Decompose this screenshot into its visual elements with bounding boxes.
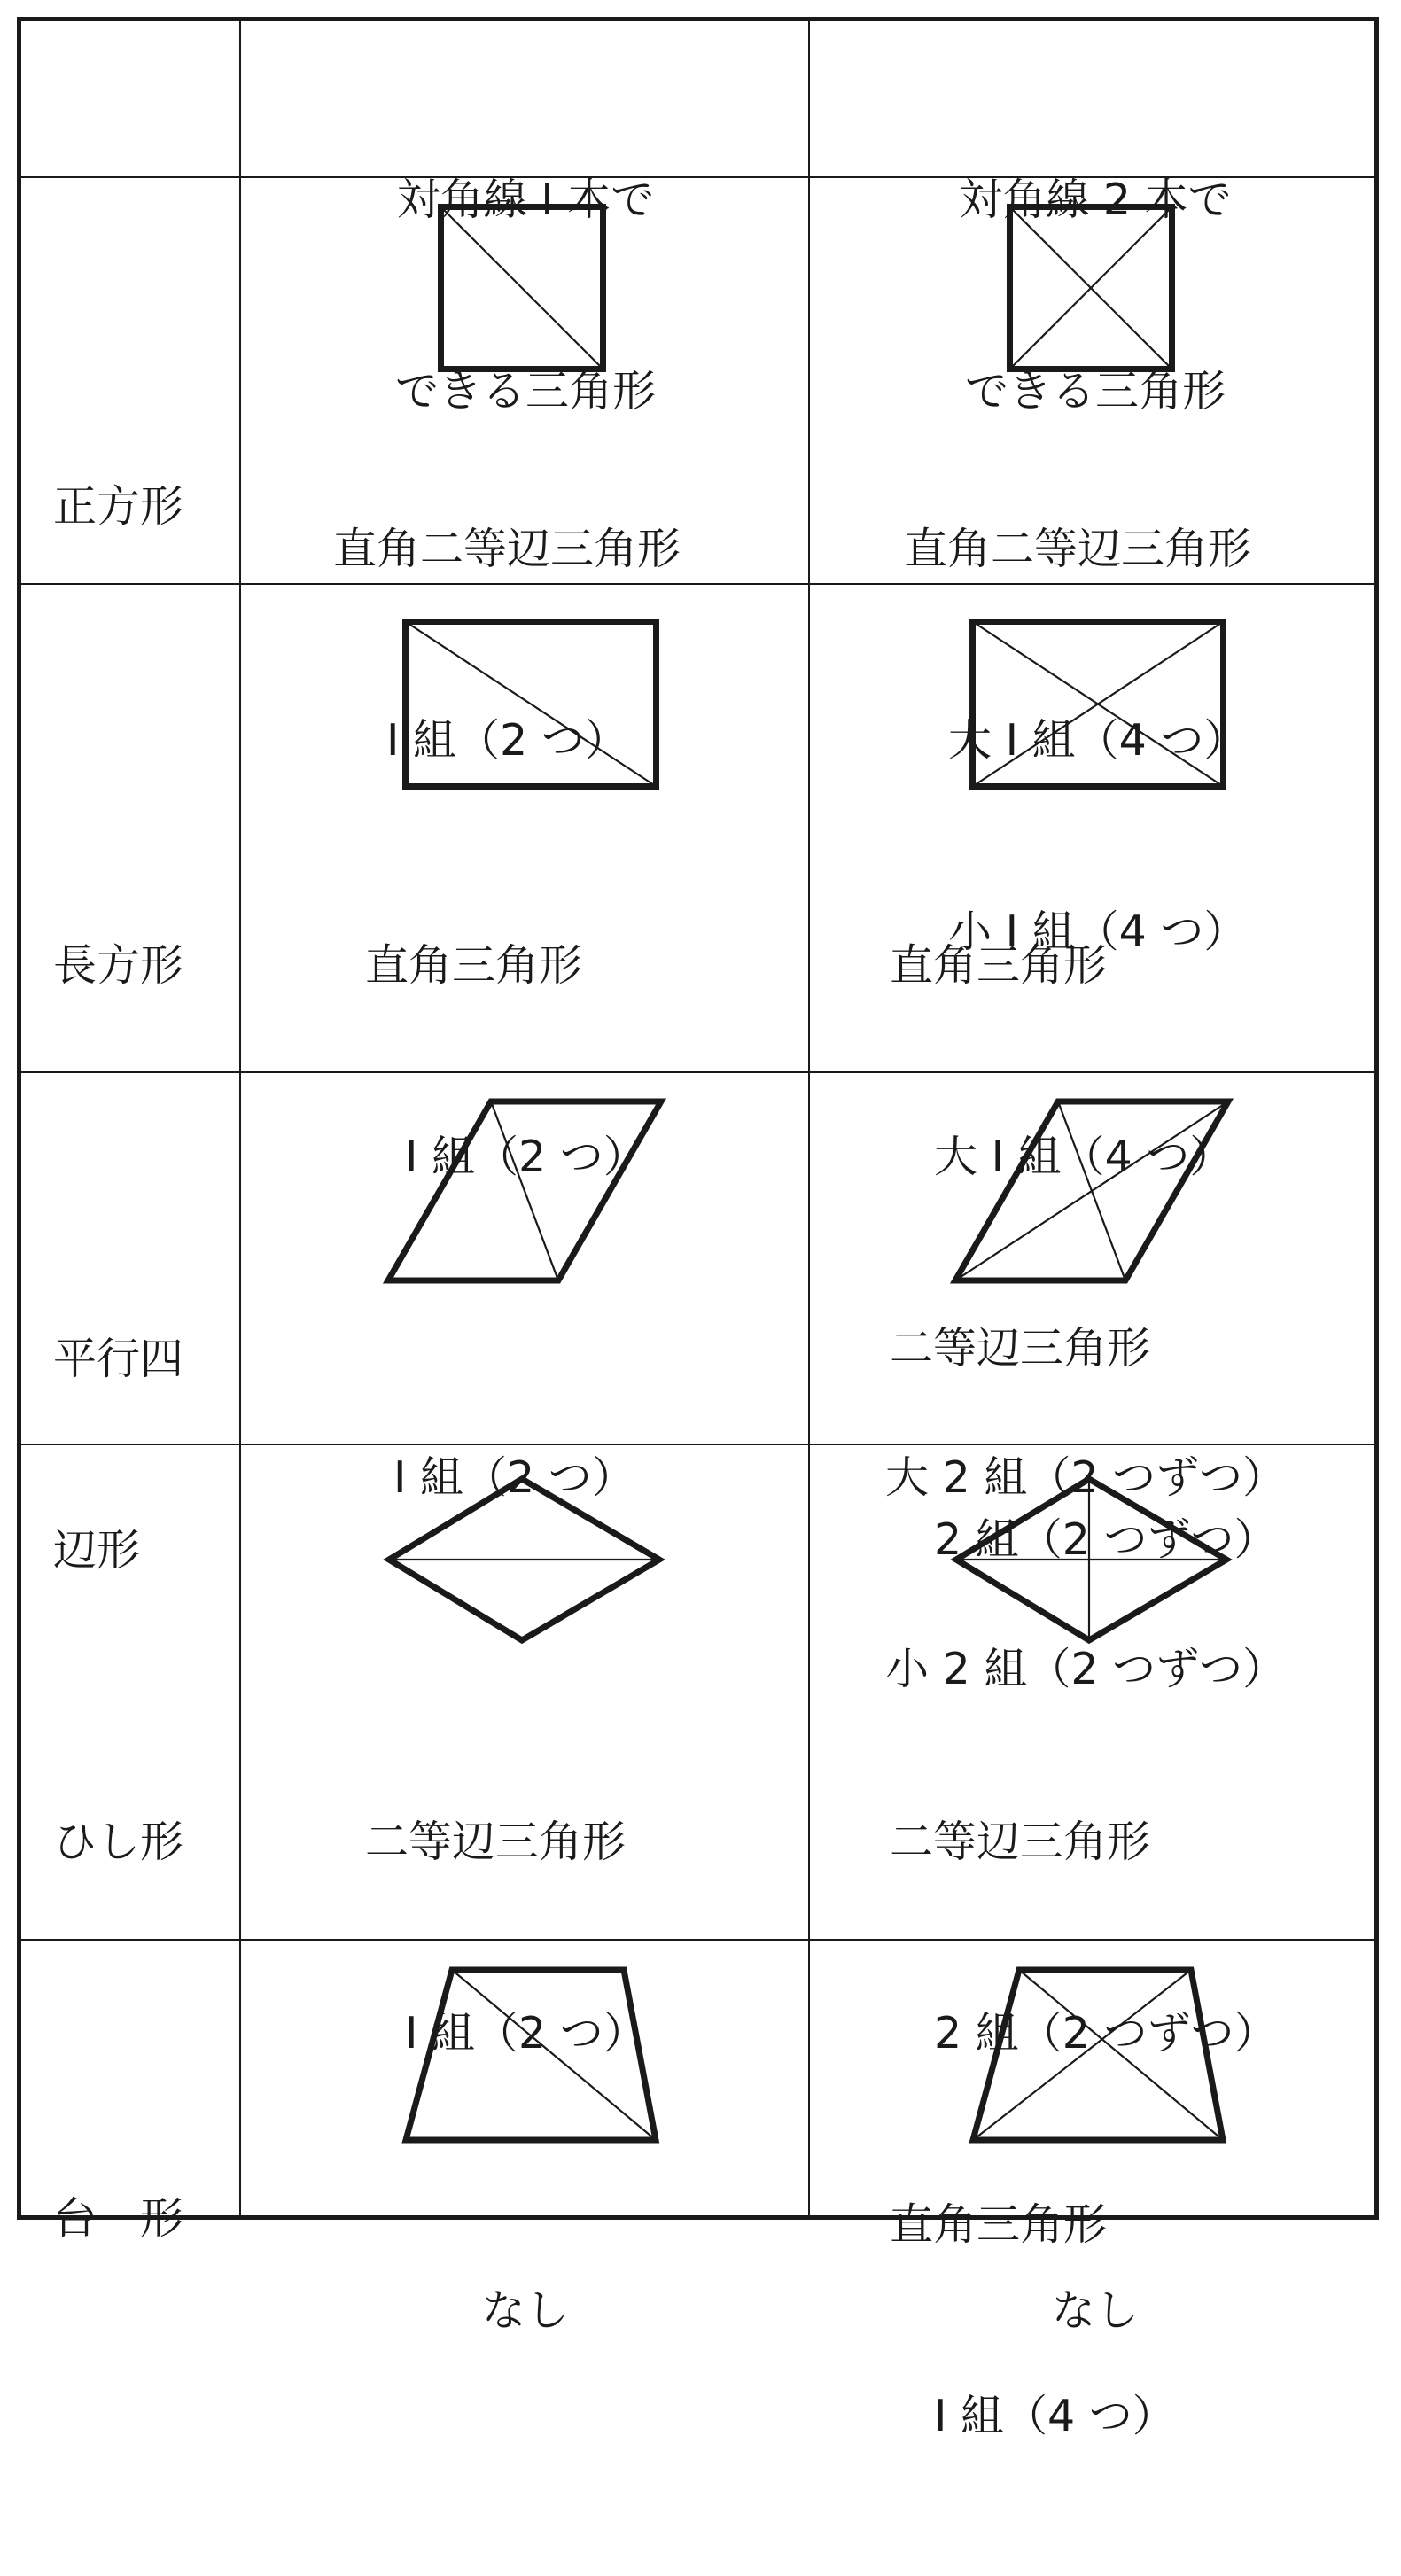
result-line: 2 組（2 つずつ）: [934, 2008, 1278, 2058]
shape-name-rhombus: [53, 1683, 183, 2002]
result-line: I 組（2 つ）: [405, 1132, 647, 1182]
result-line: I 組（2 つ）: [393, 1452, 635, 1503]
square-one-diagonal-figure: [438, 204, 615, 381]
shape-name-line: 辺形: [53, 1525, 141, 1576]
result-line: 小 2 組（2 つずつ）: [885, 1644, 1287, 1694]
trapezoid-one-diagonal-figure: [402, 1966, 668, 2152]
result-line: なし: [481, 2285, 569, 2336]
shape-name-trapezoid: [53, 2059, 183, 2378]
rhombus-one-diagonal-figure: [385, 1475, 668, 1652]
shape-name-rectangle: [53, 806, 183, 1125]
result-line: 直角三角形: [890, 940, 1108, 991]
result-line: 2 組（2 つずつ）: [934, 1514, 1278, 1565]
result-line: 直角三角形: [890, 2199, 1108, 2250]
result-line: 大 I 組（4 つ）: [948, 715, 1248, 766]
header-text-line: 対角線 2 本で: [959, 175, 1232, 225]
result-line: 大 I 組（4 つ）: [934, 1132, 1234, 1182]
result-line: 二等辺三角形: [890, 1323, 1151, 1374]
result-line: 小 I 組（4 つ）: [948, 907, 1248, 957]
result-line: なし: [1051, 2285, 1139, 2336]
shape-name-line: 長方形: [53, 940, 184, 991]
header-text-line: できる三角形: [394, 366, 656, 416]
column-divider: [239, 21, 241, 2215]
rectangle-one-diagonal-figure: [402, 619, 665, 796]
result-trapezoid-two: [812, 2152, 1379, 2471]
trapezoid-two-diagonals-figure: [969, 1966, 1235, 2152]
result-line: 直角二等辺三角形: [904, 524, 1252, 574]
diagonal-triangles-table: [17, 17, 1379, 2441]
result-trapezoid-one: [243, 2152, 808, 2471]
column-divider: [808, 21, 810, 2215]
shape-name-parallelogram: [53, 1200, 183, 1710]
result-line: I 組（2 つ）: [405, 2008, 647, 2058]
parallelogram-two-diagonals-figure: [952, 1098, 1244, 1293]
shape-name-square: [53, 347, 183, 666]
result-line: I 組（4 つ）: [934, 2391, 1176, 2441]
shape-name-line: 平行四: [53, 1334, 184, 1384]
rectangle-two-diagonals-figure: [969, 619, 1232, 796]
result-line: 大 2 組（2 つずつ）: [885, 1452, 1287, 1503]
header-text-line: できる三角形: [964, 366, 1226, 416]
result-line: 直角二等辺三角形: [333, 524, 681, 574]
result-line: 二等辺三角形: [890, 1817, 1151, 1867]
result-line: 二等辺三角形: [365, 1817, 627, 1867]
header-text-line: 対角線 I 本で: [396, 175, 655, 225]
rhombus-two-diagonals-figure: [952, 1475, 1235, 1652]
parallelogram-one-diagonal-figure: [385, 1098, 677, 1293]
shape-name-line: 正方形: [53, 481, 184, 532]
shape-name-line: ひし形: [53, 1817, 184, 1867]
result-line: 直角三角形: [365, 940, 583, 991]
result-line: I 組（2 つ）: [386, 715, 628, 766]
shape-name-line: 台 形: [53, 2193, 184, 2244]
square-two-diagonals-figure: [1007, 204, 1184, 381]
